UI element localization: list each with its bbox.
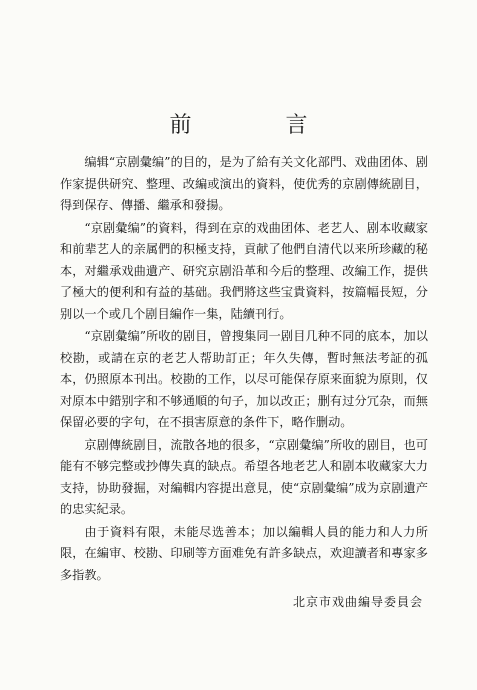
signature: 北京市戏曲編导委員会 — [292, 595, 423, 609]
page-title: 前 言 — [169, 113, 344, 138]
paragraph-3: “京剧彙编”所收的剧目，曾搜集同一剧目几种不同的底本，加以校勘，或請在京的老艺人帮助訂正；年久失傳，暫时無法考証的孤本，仍照原本刊出。校勘的工作，以尽可能保存原来面貌为原則，仅对原本中錯别字和不够通順的句子，加以改正；删有过分冗杂，而無保留必要的字句，在不損害原意的条件下，略作删动。 — [60, 329, 428, 429]
paragraph-5: 由于資料有限，未能尽选善本；加以編輯人員的能力和人力所限，在編审、校勘、印刷等方面难免有許多缺点，欢迎讀者和專家多多指教。 — [60, 524, 428, 582]
paragraph-4: 京剧傳統剧目，流散各地的很多，“京剧彙编”所收的剧目，也可能有不够完整或抄傳失真的缺点。希望各地老艺人和剧本收藏家大力支持，协助發掘，对編輯内容提出意見，使“京剧彙编”成为京剧遺产的忠实紀录。 — [60, 437, 428, 516]
paragraph-1: 编辑“京剧彙编”的目的，是为了給有关文化部門、戏曲团体、剧作家提供研究、整理、改編或演出的資料，使优秀的京剧傳統剧目，得到保存、傳播、繼承和發揚。 — [60, 155, 428, 212]
paragraph-2: “京剧彙编”的資料，得到在京的戏曲团体、老艺人、剧本收藏家和前辈艺人的亲属們的积極支持，貢献了他們自清代以来所珍藏的秘本，对繼承戏曲遺产、研究京剧沿革和今后的整理、改編工作，提供了極大的便利和有益的基础。我們將这些宝貴資料，按篇幅長短，分别以一个或几个剧目編作一集，陆續刊行。 — [60, 220, 428, 321]
preface-body — [60, 152, 428, 587]
